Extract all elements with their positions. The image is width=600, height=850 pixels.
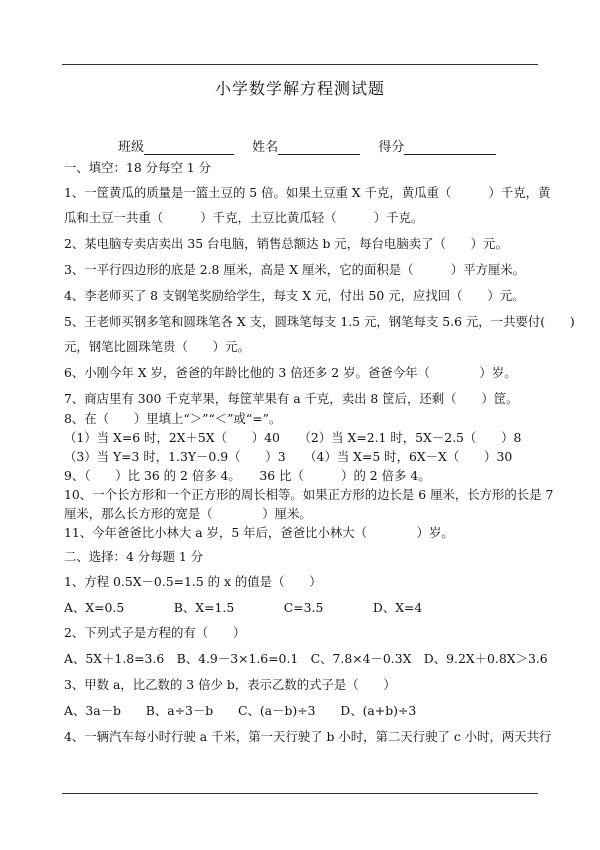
question-line: 11、今年爸爸比小林大 a 岁，5 年后，爸爸比小林大（ ）岁。 <box>64 525 454 540</box>
question-line: 4、一辆汽车每小时行驶 a 千米，第一天行驶了 b 小时，第二天行驶了 c 小时，两天共行 <box>64 729 552 744</box>
question-line: 2、下列式子是方程的有（ ） <box>64 625 246 640</box>
question-line: （1）当 X=6 时，2X＋5X（ ）40 （2）当 X=2.1 时，5X－2.5（ ）8 <box>64 430 522 445</box>
question-line: 元，钢笔比圆珠笔贵（ ）元。 <box>64 339 250 354</box>
question-line: 1、方程 0.5X－0.5=1.5 的 x 的值是（ ） <box>64 574 322 589</box>
class-blank[interactable] <box>144 141 234 155</box>
section-heading: 一、填空：18 分每空 1 分 <box>64 160 211 175</box>
question-line: 2、某电脑专卖店卖出 35 台电脑，销售总额达 b 元，每台电脑卖了（ ）元。 <box>64 236 508 251</box>
question-line: 4、李老师买了 8 支钢笔奖励给学生，每支 X 元，付出 50 元，应找回（ ）元。 <box>64 288 525 303</box>
question-line: 9、（ ）比 36 的 2 倍多 4。 36 比（ ）的 2 倍多 4。 <box>64 468 431 483</box>
option-line: A、5X＋1.8=3.6 B、4.9－3×1.6=0.1 C、7.8×4－0.3X D、9.2X＋0.8X＞3.6 <box>64 651 548 666</box>
question-line: 3、一平行四边形的底是 2.8 厘米，高是 X 厘米，它的面积是（ ）平方厘米。 <box>64 262 526 277</box>
question-line: 3、甲数 a，比乙数的 3 倍少 b，表示乙数的式子是（ ） <box>64 677 396 692</box>
question-line: （3）当 Y=3 时，1.3Y－0.9（ ）3 （4）当 X=5 时，6X－X（ ）30 <box>64 449 513 464</box>
section-heading: 二、选择：4 分每题 1 分 <box>64 549 204 564</box>
score-label: 得分 <box>378 140 405 155</box>
name-blank[interactable] <box>278 141 360 155</box>
question-line: 8、在（ ）里填上“＞”“＜”或“=”。 <box>64 411 282 426</box>
question-line: 1、一筐黄瓜的质量是一篮土豆的 5 倍。如果土豆重 X 千克，黄瓜重（ ）千克，黄 <box>64 185 551 200</box>
score-blank[interactable] <box>404 141 496 155</box>
question-line: 瓜和土豆一共重（ ）千克，土豆比黄瓜轻（ ）千克。 <box>64 210 424 225</box>
question-line: 6、小刚今年 X 岁，爸爸的年龄比他的 3 倍还多 2 岁。爸爸今年（ ）岁。 <box>64 365 517 380</box>
student-info-row <box>118 136 496 155</box>
bottom-rule <box>62 793 538 794</box>
page-title: 小学数学解方程测试题 <box>214 79 385 98</box>
question-line: 10、一个长方形和一个正方形的周长相等。如果正方形的边长是 6 厘米，长方形的长是 7 <box>64 487 554 502</box>
question-line: 5、王老师买钢多笔和圆珠笔各 X 支，圆珠笔每支 1.5 元，钢笔每支 5.6 元，一共要付( ) <box>64 314 575 329</box>
exam-content <box>64 158 575 745</box>
top-rule <box>62 64 538 65</box>
class-label: 班级 <box>118 140 145 155</box>
name-label: 姓名 <box>252 140 279 155</box>
option-line: A、X=0.5 B、X=1.5 C=3.5 D、X=4 <box>64 600 423 615</box>
option-line: A、3a－b B、a÷3－b C、(a－b)÷3 D、(a+b)÷3 <box>64 703 417 718</box>
question-line: 厘米，那么长方形的宽是（ ）厘米。 <box>64 506 312 521</box>
question-line: 7、商店里有 300 千克苹果，每筐苹果有 a 千克，卖出 8 筐后，还剩（ ）筐。 <box>64 391 519 406</box>
